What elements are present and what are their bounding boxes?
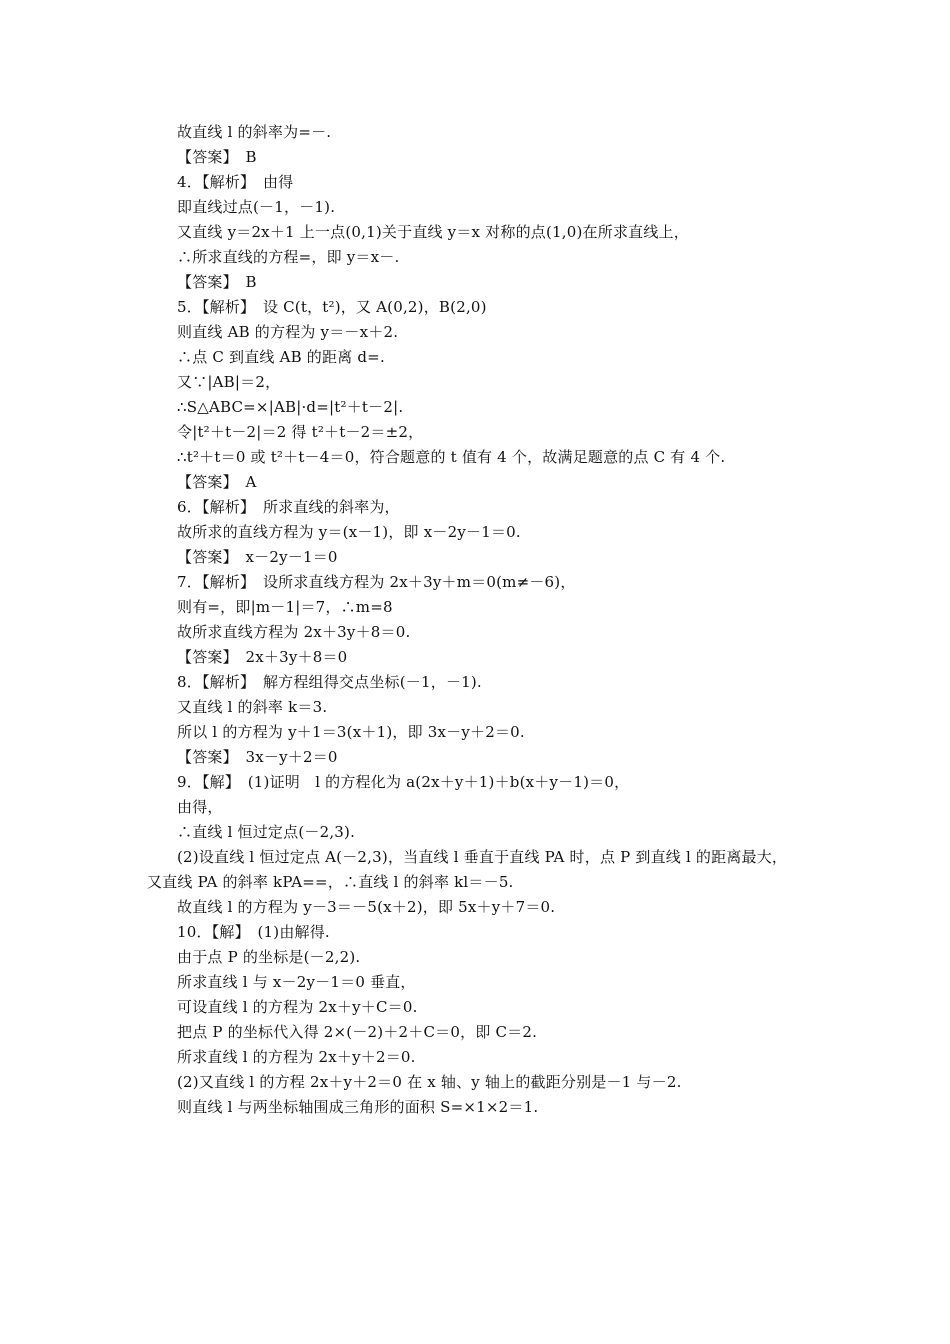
text-line: 10．【解】 (1)由解得. — [177, 923, 330, 941]
text-line: 故直线 l 的斜率为=－. — [177, 123, 332, 141]
text-line: ∴S△ABC=×|AB|·d=|t²＋t－2|. — [177, 398, 404, 416]
text-line: 【答案】 2x＋3y＋8＝0 — [177, 648, 348, 666]
text-line: 则有=，即|m－1|＝7，∴m=8 — [177, 598, 393, 616]
text-line: 由于点 P 的坐标是(－2,2). — [177, 948, 361, 966]
text-line: 又直线 l 的斜率 k＝3. — [177, 698, 328, 716]
text-line: 由得， — [177, 798, 223, 816]
text-line: 则直线 AB 的方程为 y＝－x＋2. — [177, 323, 399, 341]
text-line: 可设直线 l 的方程为 2x＋y＋C＝0. — [177, 998, 418, 1016]
text-line: 令|t²＋t－2|＝2 得 t²＋t－2＝±2， — [177, 423, 424, 441]
text-line: ∴所求直线的方程=，即 y＝x－. — [177, 248, 400, 266]
text-line: 【答案】 x－2y－1＝0 — [177, 548, 338, 566]
text-line: 4．【解析】 由得 — [177, 173, 294, 191]
text-line: 6．【解析】 所求直线的斜率为， — [177, 498, 400, 516]
text-line: 又直线 PA 的斜率 kPA==，∴直线 l 的斜率 kl＝－5. — [147, 873, 514, 891]
text-line: 8．【解析】 解方程组得交点坐标(－1，－1). — [177, 673, 482, 691]
text-line: 【答案】 B — [177, 148, 257, 166]
text-line: 【答案】 3x－y＋2＝0 — [177, 748, 338, 766]
text-line: 所以 l 的方程为 y＋1＝3(x＋1)，即 3x－y＋2＝0. — [177, 723, 525, 741]
text-line: 【答案】 A — [177, 473, 257, 491]
text-line: 故所求直线方程为 2x＋3y＋8＝0. — [177, 623, 411, 641]
text-line: (2)又直线 l 的方程 2x＋y＋2＝0 在 x 轴、y 轴上的截距分别是－1 与－2. — [177, 1073, 682, 1091]
text-line: 9．【解】 (1)证明 l 的方程化为 a(2x＋y＋1)＋b(x＋y－1)＝0， — [177, 773, 630, 791]
text-line: ∴点 C 到直线 AB 的距离 d=. — [177, 348, 385, 366]
text-line: 把点 P 的坐标代入得 2×(－2)＋2＋C＝0，即 C＝2. — [177, 1023, 538, 1041]
text-line: ∴t²＋t＝0 或 t²＋t－4＝0，符合题意的 t 值有 4 个，故满足题意的点 C 有 4 个. — [177, 448, 726, 466]
text-line: (2)设直线 l 恒过定点 A(－2,3)，当直线 l 垂直于直线 PA 时，点 P 到直线 l 的距离最大， — [177, 848, 788, 866]
text-line: 7．【解析】 设所求直线方程为 2x＋3y＋m＝0(m≠－6)， — [177, 573, 576, 591]
text-line: 故所求的直线方程为 y＝(x－1)，即 x－2y－1＝0. — [177, 523, 521, 541]
text-line: 又直线 y＝2x＋1 上一点(0,1)关于直线 y＝x 对称的点(1,0)在所求直线上， — [177, 223, 689, 241]
text-line: 5．【解析】 设 C(t，t²)，又 A(0,2)，B(2,0) — [177, 298, 487, 316]
text-line: 所求直线 l 与 x－2y－1＝0 垂直， — [177, 973, 416, 991]
text-line: 又∵|AB|＝2， — [177, 373, 281, 391]
text-line: 故直线 l 的方程为 y－3＝－5(x＋2)，即 5x＋y＋7＝0. — [177, 898, 556, 916]
text-line: 【答案】 B — [177, 273, 257, 291]
text-line: 所求直线 l 的方程为 2x＋y＋2＝0. — [177, 1048, 416, 1066]
text-line: ∴直线 l 恒过定点(－2,3). — [177, 823, 356, 841]
text-line: 则直线 l 与两坐标轴围成三角形的面积 S=×1×2＝1. — [177, 1098, 539, 1116]
text-line: 即直线过点(－1，－1). — [177, 198, 336, 216]
